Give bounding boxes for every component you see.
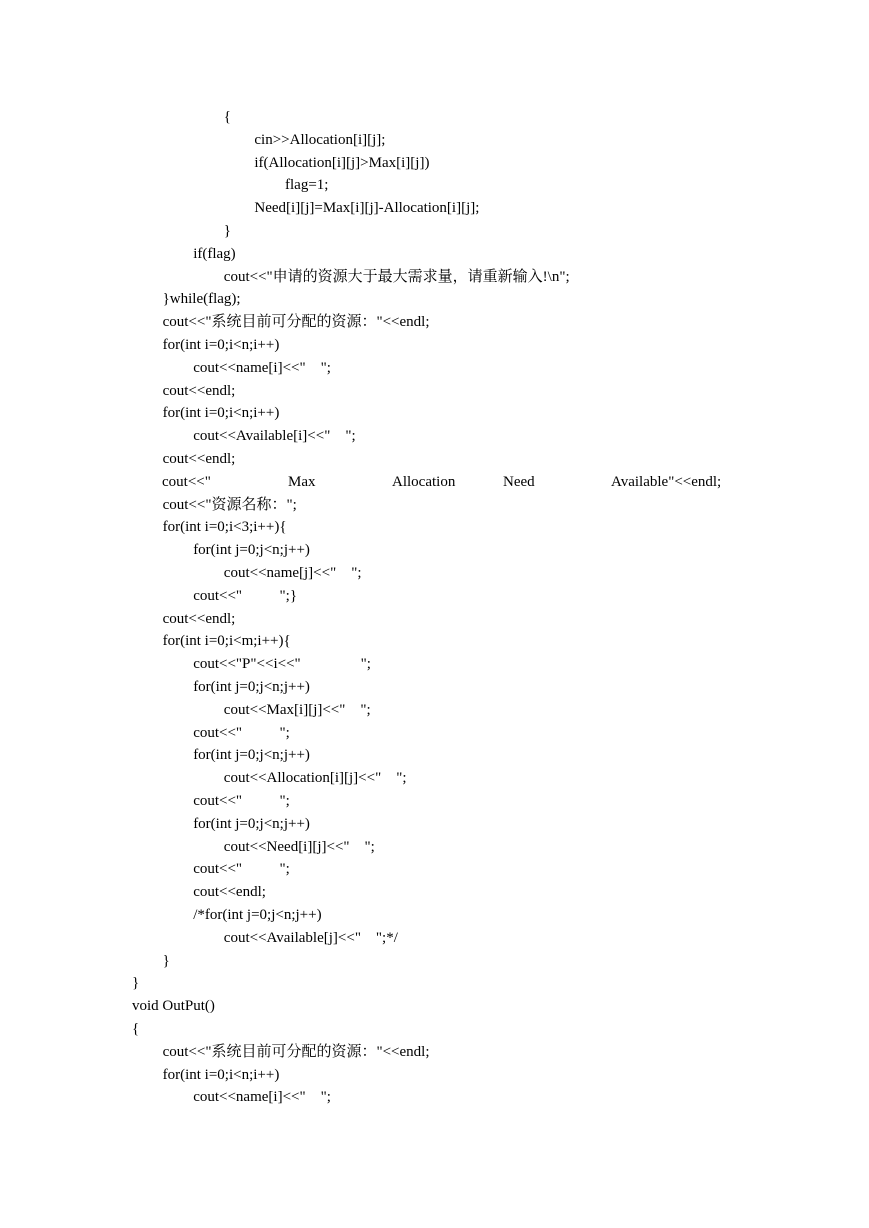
- code-line-segment: Need: [503, 473, 535, 490]
- code-line-segment: Max: [288, 473, 316, 490]
- code-line-segment: cout<<": [162, 473, 211, 490]
- code-line: }: [132, 975, 140, 992]
- code-line: }: [162, 952, 170, 969]
- code-line: cout<<Available[i]<<" ";: [193, 428, 356, 445]
- code-line: if(flag): [193, 245, 236, 262]
- code-line: cout<<"资源名称：";: [162, 496, 297, 513]
- code-line: flag=1;: [285, 177, 329, 194]
- code-line: for(int i=0;i<3;i++){: [162, 519, 287, 536]
- code-line-segment: Available"<<endl;: [611, 473, 722, 490]
- code-line: cout<<"系统目前可分配的资源："<<endl;: [162, 314, 430, 331]
- code-line: cout<<"申请的资源大于最大需求量，请重新输入!\n";: [223, 268, 570, 285]
- code-line: cout<<name[i]<<" ";: [193, 1089, 331, 1106]
- code-line: cout<<"系统目前可分配的资源："<<endl;: [162, 1043, 430, 1060]
- code-line: }: [223, 223, 231, 239]
- code-line: for(int j=0;j<n;j++): [193, 679, 310, 695]
- code-line: for(int j=0;j<n;j++): [193, 747, 310, 764]
- code-line: cout<<Need[i][j]<<" ";: [223, 838, 375, 855]
- code-line: for(int j=0;j<n;j++): [193, 815, 310, 832]
- code-line: cout<<" ";: [193, 861, 290, 878]
- code-line: if(Allocation[i][j]>Max[i][j]): [254, 154, 430, 171]
- code-line: cin>>Allocation[i][j];: [254, 131, 386, 148]
- code-line: cout<<endl;: [193, 884, 266, 901]
- code-line: cout<<endl;: [162, 610, 236, 627]
- code-line: cout<<" ";: [193, 793, 290, 809]
- code-line: for(int i=0;i<n;i++): [162, 405, 280, 422]
- code-line: for(int i=0;i<m;i++){: [162, 633, 291, 650]
- code-line: cout<<name[j]<<" ";: [223, 565, 362, 581]
- code-line: {: [223, 109, 231, 125]
- code-line: cout<<Allocation[i][j]<<" ";: [223, 770, 407, 787]
- code-line: void OutPut(): [132, 998, 215, 1015]
- code-line: /*for(int j=0;j<n;j++): [193, 907, 322, 923]
- code-line: cout<<endl;: [162, 451, 236, 467]
- code-line: for(int j=0;j<n;j++): [193, 542, 310, 559]
- code-line: }while(flag);: [162, 291, 241, 308]
- code-line: for(int i=0;i<n;i++): [162, 1066, 280, 1083]
- code-line: cout<<" ";: [193, 724, 290, 741]
- code-line: for(int i=0;i<n;i++): [162, 337, 280, 353]
- code-line: cout<<"P"<<i<<" ";: [193, 656, 371, 673]
- code-line: cout<<name[i]<<" ";: [193, 359, 331, 376]
- code-line: Need[i][j]=Max[i][j]-Allocation[i][j];: [254, 200, 480, 217]
- code-line: cout<<endl;: [162, 382, 236, 399]
- code-line: cout<<Available[j]<<" ";*/: [223, 929, 398, 946]
- code-line: cout<<Max[i][j]<<" ";: [223, 701, 371, 718]
- code-line: cout<<" ";}: [193, 587, 298, 604]
- code-line: {: [132, 1021, 140, 1037]
- code-line-segment: Allocation: [392, 473, 456, 490]
